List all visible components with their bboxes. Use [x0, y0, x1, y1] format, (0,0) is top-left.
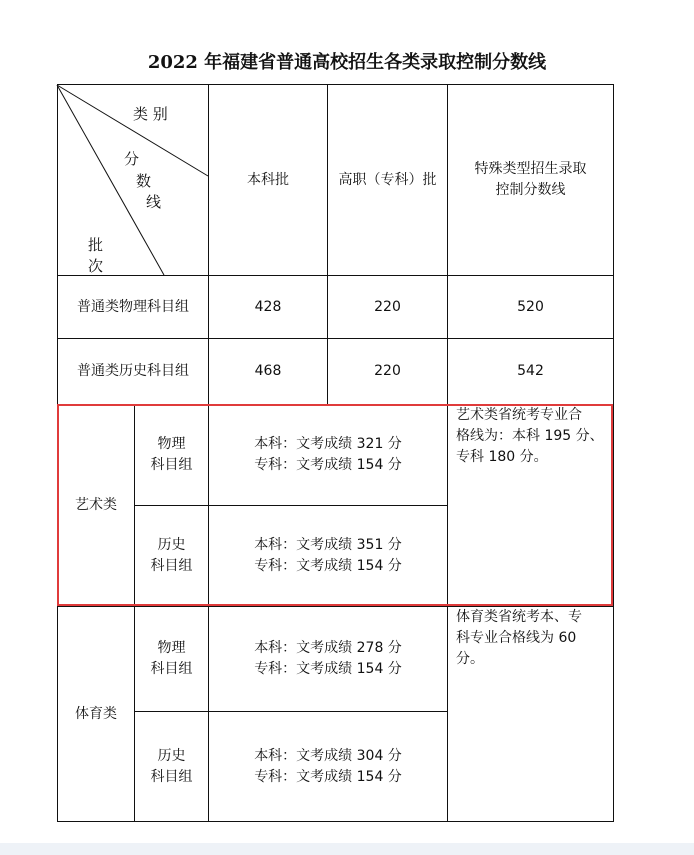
- header-undergrad-text: 本科批: [247, 171, 289, 188]
- row-physics-special: 520: [517, 298, 544, 315]
- page-title: 2022 年福建省普通高校招生各类录取控制分数线: [147, 52, 547, 73]
- sports-history-label-line-1: 历史: [157, 747, 186, 764]
- art-history-vocational-score: 专科：文考成绩 154 分: [254, 558, 402, 574]
- header-batch-label-2: 次: [88, 257, 104, 275]
- sports-physics-label-line-2: 科目组: [150, 661, 193, 677]
- sports-physics-undergrad-score: 本科：文考成绩 278 分: [254, 640, 402, 656]
- row-physics-vocational: 220: [374, 298, 401, 315]
- art-physics-label-line-1: 物理: [157, 436, 186, 452]
- art-history-label-line-2: 科目组: [150, 558, 193, 574]
- sports-label: 体育类: [75, 705, 117, 722]
- sports-history-scores: [209, 712, 447, 821]
- sports-history-label: [135, 712, 208, 821]
- row-history-vocational: 220: [374, 363, 401, 379]
- sports-physics-scores: [209, 607, 447, 711]
- art-label: 艺术类: [75, 497, 117, 513]
- header-score-label-2: 数: [136, 172, 152, 190]
- row-history-special: 542: [517, 363, 544, 379]
- art-section-highlight: [57, 404, 613, 606]
- sports-note-line-1: 体育类省统考本、专: [456, 609, 582, 625]
- art-physics-vocational-score: 专科：文考成绩 154 分: [254, 457, 402, 473]
- art-note-line-1: 艺术类省统考专业合: [456, 407, 582, 423]
- header-score-label-1: 分: [124, 150, 140, 168]
- art-note-line-2: 格线为：本科 195 分、: [456, 428, 604, 444]
- sports-physics-label-line-1: 物理: [157, 640, 186, 656]
- header-batch-label-1: 批: [88, 236, 104, 254]
- art-history-label-line-1: 历史: [157, 537, 186, 553]
- art-history-undergrad-score: 本科：文考成绩 351 分: [254, 537, 402, 553]
- art-note-line-3: 专科 180 分。: [456, 449, 548, 465]
- header-special-text: 特殊类型招生录取控制分数线: [474, 161, 587, 198]
- sports-history-vocational-score: 专科：文考成绩 154 分: [254, 768, 402, 785]
- sports-note-line-3: 分。: [456, 651, 484, 667]
- row-physics-label: 普通类物理科目组: [77, 298, 189, 315]
- header-category-label: 类 别: [133, 105, 168, 123]
- header-undergrad: [209, 85, 327, 275]
- sports-physics-vocational-score: 专科：文考成绩 154 分: [254, 661, 402, 677]
- sports-history-label-line-2: 科目组: [150, 768, 193, 785]
- art-physics-label-line-2: 科目组: [150, 457, 193, 473]
- row-physics-undergrad: 428: [254, 298, 282, 315]
- header-special: [448, 85, 613, 275]
- header-vocational: [328, 85, 447, 275]
- sports-note: [448, 607, 613, 821]
- header-vocational-text: 高职（专科）批: [338, 171, 437, 188]
- row-history-label: 普通类历史科目组: [77, 363, 189, 379]
- row-history-undergrad: 468: [254, 363, 282, 379]
- sports-physics-label: [135, 607, 208, 711]
- sports-note-line-2: 科专业合格线为 60: [456, 630, 577, 646]
- header-score-label-3: 线: [146, 193, 162, 211]
- sports-history-undergrad-score: 本科：文考成绩 304 分: [254, 747, 402, 764]
- art-physics-undergrad-score: 本科：文考成绩 321 分: [254, 436, 402, 452]
